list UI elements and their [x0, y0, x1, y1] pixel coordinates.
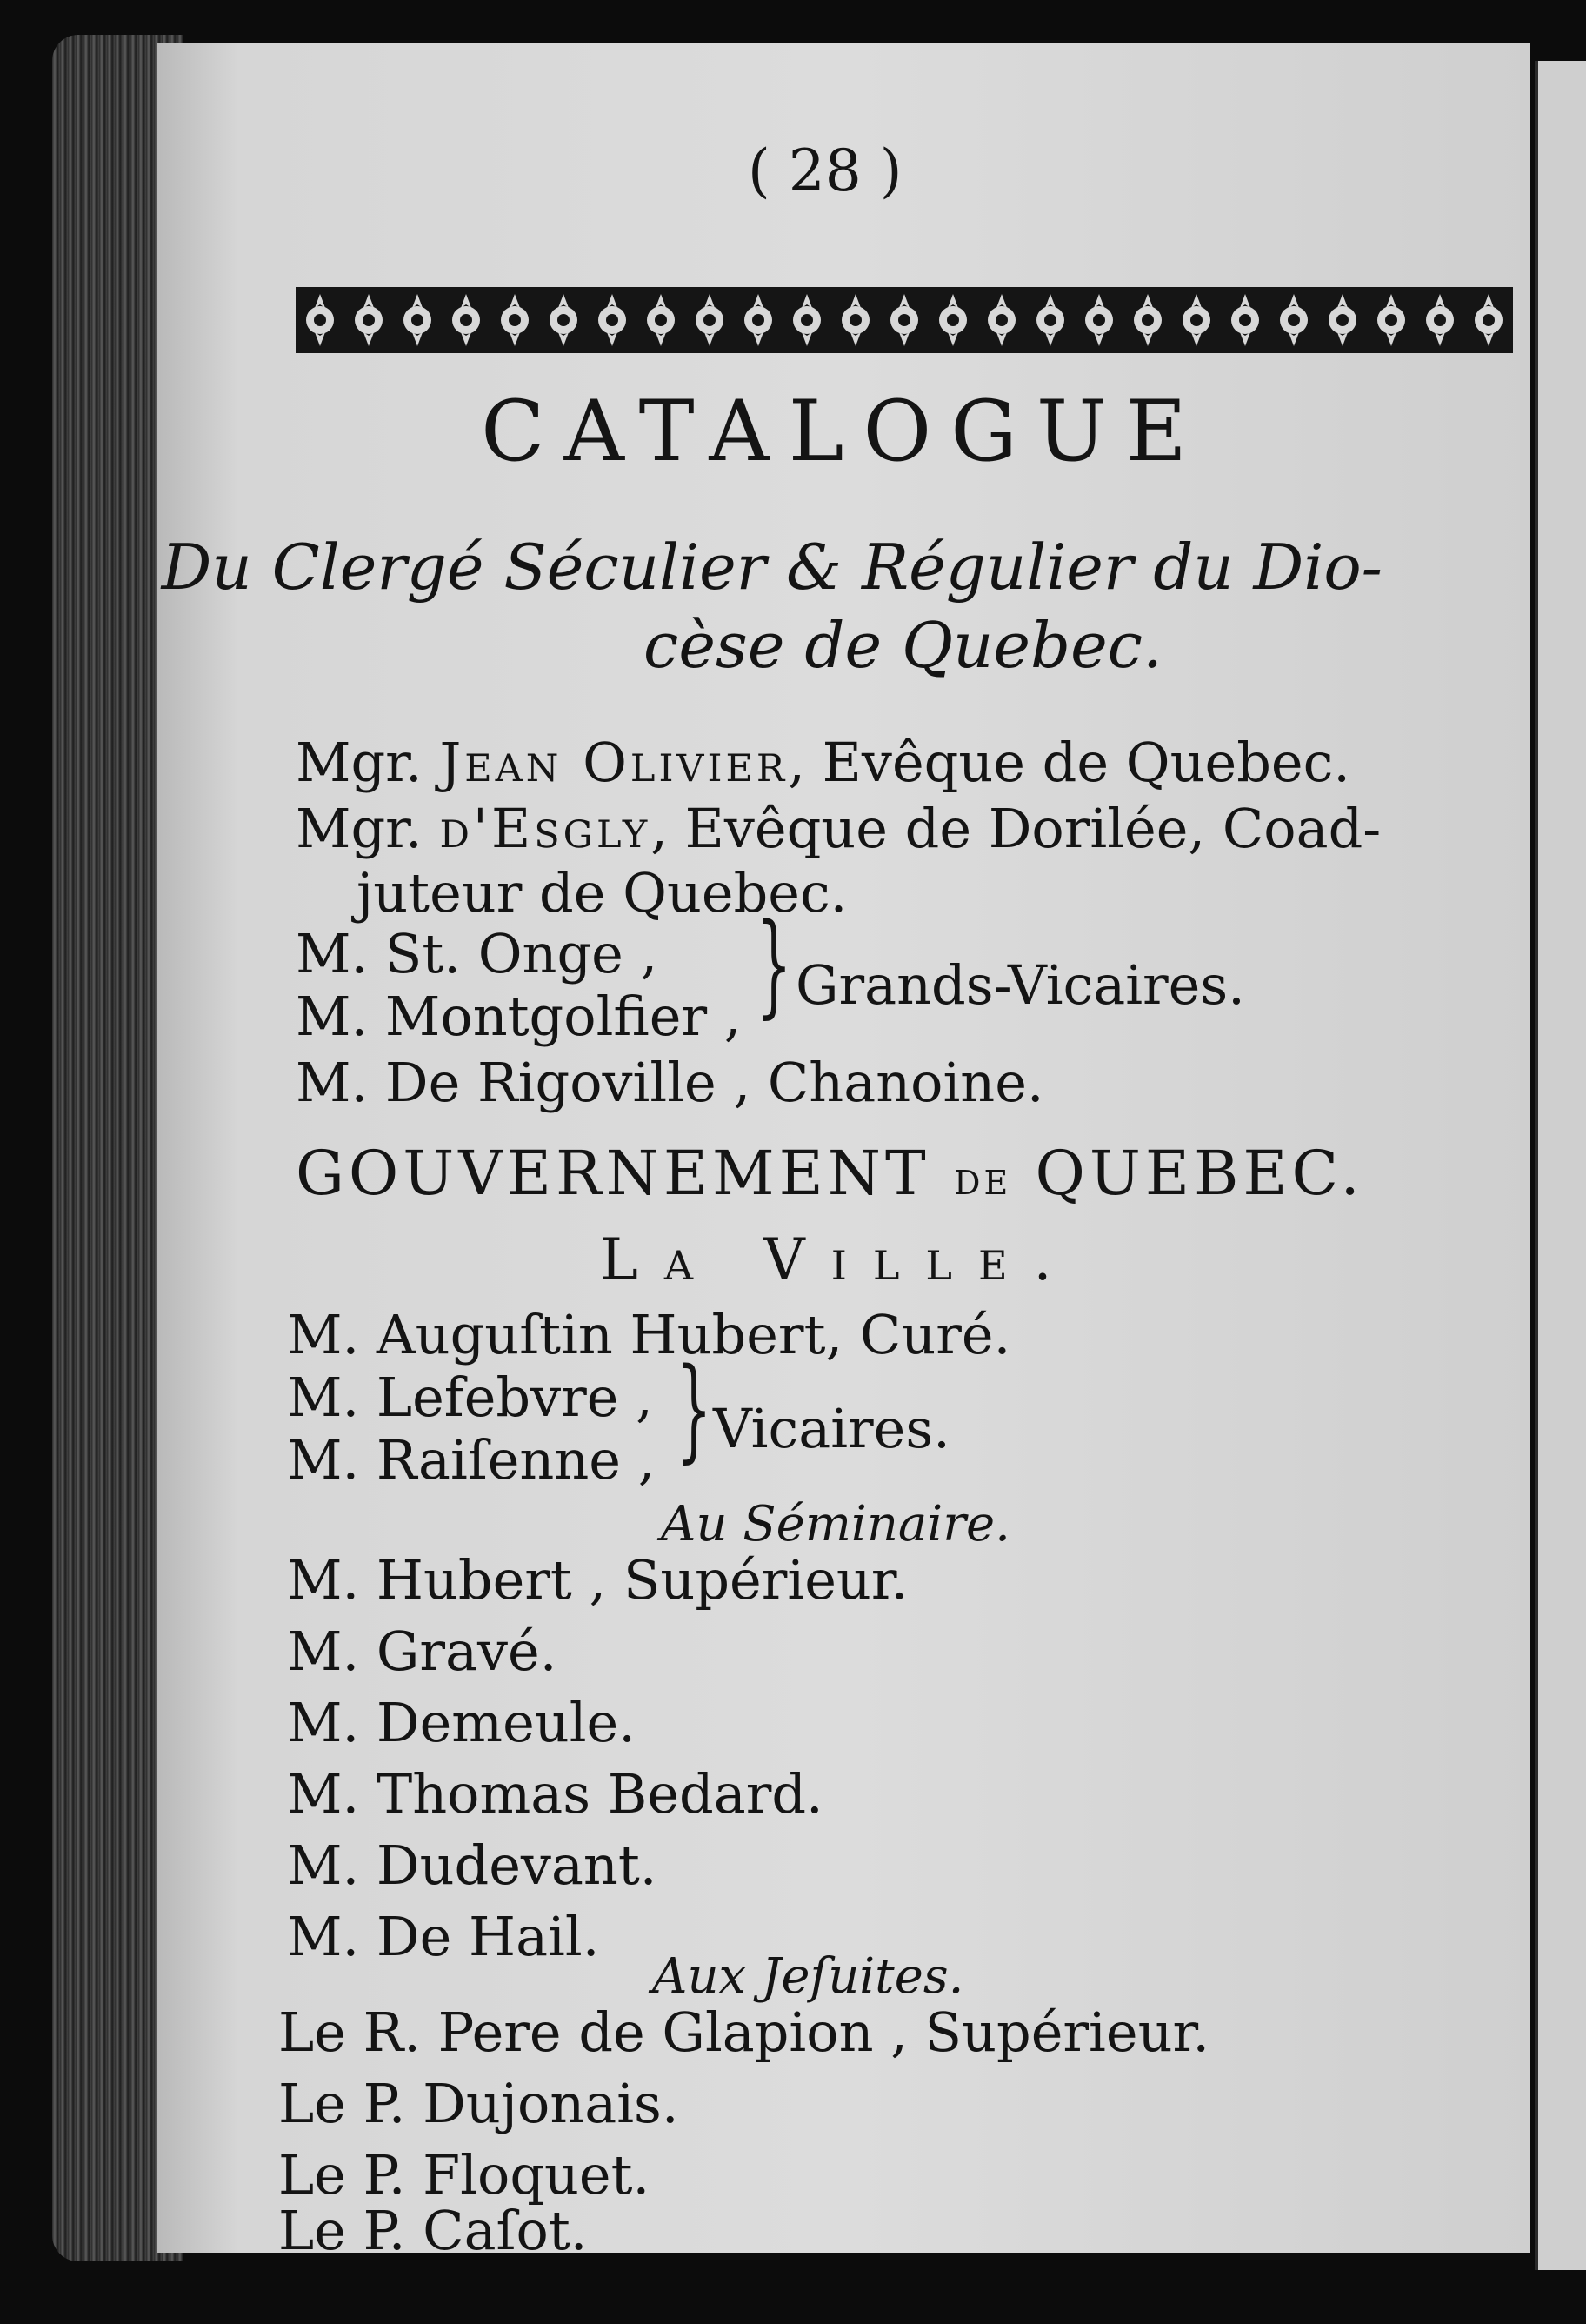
seminaire-member: M. Gravé.: [287, 1619, 557, 1683]
seminaire-member: M. Hubert , Supérieur.: [287, 1548, 909, 1612]
seminaire-member: M. De Hail.: [287, 1905, 600, 1968]
jesuites-heading: Aux Jeſuites.: [652, 1948, 964, 2005]
catalogue-title: CATALOGUE: [481, 383, 1206, 480]
seminaire-member: M. Dudevant.: [287, 1833, 657, 1897]
la-ville-heading: La Ville.: [600, 1226, 1078, 1293]
seminaire-heading: Au Séminaire.: [661, 1496, 1010, 1553]
jesuite-member: Le P. Caſot.: [278, 2199, 588, 2262]
page: [157, 43, 1530, 2262]
bishop-entry: Mgr. d'Esgly, Evêque de Dorilée, Coad-: [296, 797, 1382, 860]
vicar-general-name: M. St. Onge ,: [296, 922, 658, 985]
adjacent-page-edge: [1535, 61, 1586, 2270]
page-number: ( 28 ): [748, 137, 903, 204]
grouping-brace: }: [676, 1345, 712, 1474]
bishop-entry: Mgr. Jean Olivier, Evêque de Quebec.: [296, 731, 1351, 794]
grands-vicaires-label: Grands-Vicaires.: [796, 953, 1245, 1017]
ornament-band: [296, 287, 1513, 353]
gouvernement-heading: GOUVERNEMENT de QUEBEC.: [296, 1138, 1364, 1209]
vicaire-name: M. Lefebvre ,: [287, 1366, 653, 1429]
jesuite-member: Le P. Dujonais.: [278, 2072, 679, 2135]
vicaires-label: Vicaires.: [713, 1397, 950, 1460]
bishop-entry-continuation: juteur de Quebec.: [357, 861, 848, 925]
jesuite-member: Le R. Pere de Glapion , Supérieur.: [278, 2000, 1210, 2064]
jesuite-member: Le P. Floquet.: [278, 2143, 650, 2207]
vicar-general-name: M. Montgolfier ,: [296, 985, 742, 1048]
seminaire-member: M. Demeule.: [287, 1691, 636, 1754]
vicaire-name: M. Raiſenne ,: [287, 1428, 656, 1492]
chanoine-entry: M. De Rigoville , Chanoine.: [296, 1051, 1044, 1114]
subtitle-line-2: cèse de Quebec.: [643, 609, 1163, 682]
subtitle-line-1: Du Clergé Séculier & Régulier du Dio-: [161, 531, 1383, 604]
grouping-brace: }: [756, 900, 792, 1030]
seminaire-member: M. Thomas Bedard.: [287, 1762, 823, 1826]
cure-entry: M. Auguſtin Hubert, Curé.: [287, 1303, 1011, 1366]
